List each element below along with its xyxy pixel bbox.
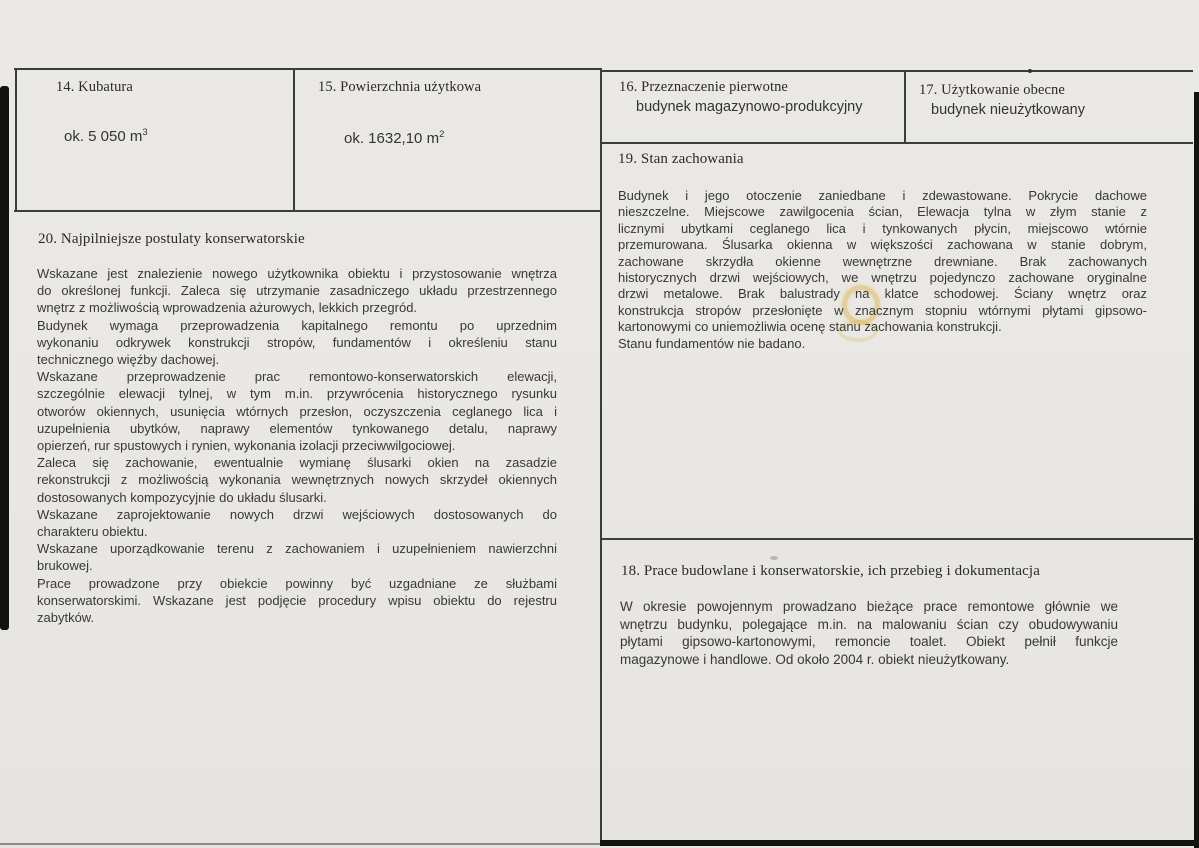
text-line: wnętrz z możliwością wprowadzenia ażurowych, lekkich przegród. — [37, 300, 418, 316]
ink-dot-artifact — [1028, 69, 1032, 73]
text-line: przemurowana. Ślusarka okienna w większości zachowana w stanie dobrym, — [618, 237, 1147, 253]
rule-divider-14-15 — [293, 68, 295, 212]
field-20-text — [37, 265, 557, 626]
text-line: magazynowe i handlowe. Od około 2004 r. obiekt nieużytkowany. — [620, 651, 1010, 667]
field-15-value-text: ok. 1632,10 m — [344, 130, 440, 147]
text-line: kartonowymi co uniemożliwia ocenę stanu zachowania konstrukcji. — [618, 319, 1002, 335]
scan-edge-right — [1194, 92, 1199, 848]
rule-left-border-box14 — [15, 68, 17, 212]
text-line: historycznych drzwi wejściowych, we wnętrzu pojedynczo zachowane oryginalne — [618, 270, 1147, 286]
text-line: do określonej funkcji. Zaleca się utrzymanie zasadniczego układu przestrzennego — [37, 283, 557, 299]
rule-above-18 — [602, 538, 1193, 540]
field-17-value: budynek nieużytkowany — [931, 102, 1085, 118]
rule-top-right — [602, 70, 1193, 72]
rule-bottom-left — [0, 843, 602, 845]
text-line: drzwi metalowe. Brak balustrady na klatce schodowej. Ściany wnętrz oraz — [618, 286, 1147, 302]
text-line: zabytków. — [37, 610, 95, 626]
text-line: Zaleca się zachowanie, ewentualnie wymianę ślusarki okien na zasadzie — [37, 455, 557, 471]
rule-bottom-14-15 — [14, 210, 602, 212]
field-14-value-text: ok. 5 050 m — [64, 128, 143, 145]
text-line: W okresie powojennym prowadzano bieżące prace remontowe głównie we — [620, 599, 1118, 614]
text-line: nieszczelne. Miejscowe zawilgocenia ścian, Elewacja tylna w złym stanie z — [618, 204, 1147, 220]
text-line: opierzeń, rur spustowych i rynien, wykonania izolacji przeciwwilgociowej. — [37, 438, 456, 454]
text-line: Wskazane jest znalezienie nowego użytkownika obiektu i przystosowanie wnętrza — [37, 266, 557, 281]
text-line: zachowane skrzydła okienne wewnętrzne drewniane. Brak zachowanych — [618, 253, 1147, 269]
text-line: Wskazane przeprowadzenie prac remontowo-konserwatorskich elewacji, — [37, 369, 557, 385]
text-line: konstrukcja stropów przesłonięte w znacznym stopniu wtórnymi płytami gipsowo- — [618, 302, 1147, 318]
field-14-label: 14. Kubatura — [56, 79, 133, 95]
field-16-value: budynek magazynowo-produkcyjny — [636, 99, 863, 115]
rule-top-left — [14, 68, 602, 70]
field-15-label: 15. Powierzchnia użytkowa — [318, 79, 482, 95]
field-15-value-sup: 2 — [439, 129, 445, 140]
text-line: Budynek wymaga przeprowadzenia kapitalnego remontu po uprzednim — [37, 317, 557, 333]
text-line: brukowej. — [37, 558, 93, 574]
text-line: Budynek i jego otoczenie zaniedbane i zdewastowane. Pokrycie dachowe — [618, 188, 1147, 203]
field-18-label: 18. Prace budowlane i konserwatorskie, ich przebieg i dokumentacja — [621, 563, 1040, 579]
rule-center-divider — [600, 68, 602, 842]
text-line: płytami gipsowo-kartonowymi, remoncie toalet. Obiekt pełnił funkcje — [620, 634, 1118, 650]
text-line: Stanu fundamentów nie badano. — [618, 335, 806, 351]
text-line: licznymi ubytkami ceglanego lica i tynkowanych płycin, miejscowo wtórnie — [618, 220, 1147, 236]
field-14-value — [64, 127, 148, 145]
text-line: otworów okiennych, usunięcia wtórnych przesłon, oczyszczenia ceglanego lica i — [37, 403, 557, 419]
text-line: konserwatorskimi. Wskazane jest podjęcie procedury wpisu obiektu do rejestru — [37, 592, 557, 608]
text-line: Wskazane uporządkowanie terenu z zachowaniem i uzupełnieniem nawierzchni — [37, 541, 557, 557]
text-line: Wskazane zaprojektowanie nowych drzwi wejściowych dostosowanych do — [37, 506, 557, 522]
smudge-artifact — [770, 556, 778, 560]
text-line: Prace prowadzone przy obiekcie powinny być uzgadniane ze służbami — [37, 575, 557, 591]
text-line: dostosowanych kompozycyjnie do układu ślusarki. — [37, 489, 327, 505]
field-19-text — [618, 188, 1147, 352]
scan-edge-left — [0, 86, 9, 630]
scan-edge-bottom-right — [600, 840, 1199, 846]
field-17-label: 17. Użytkowanie obecne — [919, 82, 1065, 98]
text-line: szczególnie elewacji tylnej, w tym m.in. przywrócenia historycznego rysunku — [37, 386, 557, 402]
rule-divider-16-17 — [904, 70, 906, 144]
field-20-label: 20. Najpilniejsze postulaty konserwatorskie — [38, 231, 305, 247]
field-16-label: 16. Przeznaczenie pierwotne — [619, 79, 788, 95]
text-line: charakteru obiektu. — [37, 524, 148, 540]
text-line: rekonstrukcji z możliwością wykonania wewnętrznych nowych skrzydeł okiennych — [37, 472, 557, 488]
rule-bottom-16-17 — [602, 142, 1193, 144]
field-18-text — [620, 598, 1118, 668]
field-19-label: 19. Stan zachowania — [618, 151, 744, 167]
text-line: wykonaniu odkrywek konstrukcji stropów, fundamentów i określeniu stanu — [37, 334, 557, 350]
field-15-value — [344, 129, 444, 147]
field-14-value-sup: 3 — [142, 127, 148, 138]
text-line: wnętrzu budynku, polegające m.in. na malowaniu ścian czy obudowywaniu — [620, 616, 1118, 632]
text-line: technicznego więźby dachowej. — [37, 352, 220, 368]
text-line: uzupełnienia ubytków, naprawy elementów tynkowanego detalu, naprawy — [37, 420, 557, 436]
